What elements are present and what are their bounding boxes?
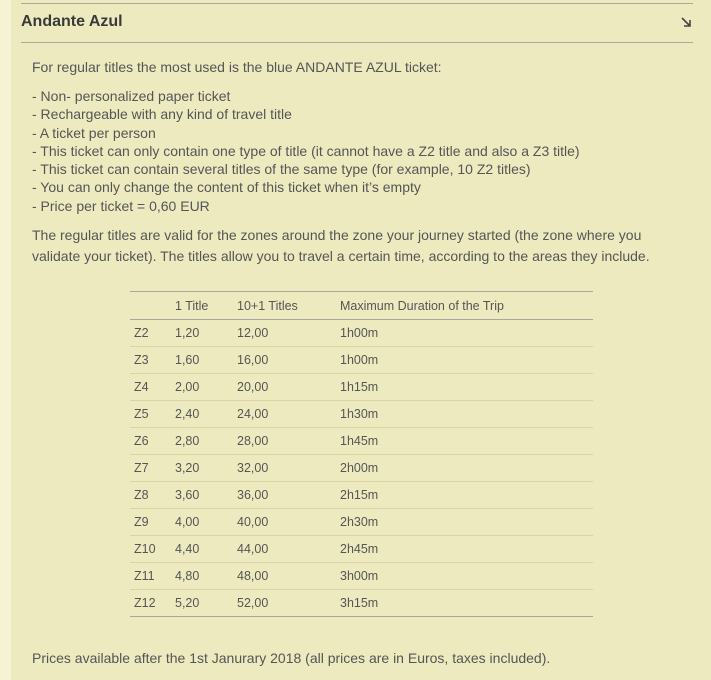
cell-price: 3,60 [171,482,233,509]
cell-price: 5,20 [171,590,233,617]
list-item: - You can only change the content of this ticket when it’s empty [32,179,421,196]
cell-price-pack: 20,00 [233,374,336,401]
cell-zone: Z12 [130,590,171,617]
cell-price-pack: 44,00 [233,536,336,563]
cell-duration: 3h00m [336,563,593,590]
cell-duration: 2h00m [336,455,593,482]
cell-price: 1,20 [171,320,233,347]
table-row [130,401,593,428]
table-row [130,428,593,455]
cell-zone: Z7 [130,455,171,482]
column-header-duration: Maximum Duration of the Trip [340,298,504,313]
cell-duration: 1h30m [336,401,593,428]
table-row [130,590,593,617]
arrow-down-right-icon[interactable] [679,15,693,29]
price-table [130,291,593,617]
cell-price: 2,00 [171,374,233,401]
cell-price-pack: 16,00 [233,347,336,374]
column-header-1-title: 1 Title [175,298,209,313]
cell-duration: 1h00m [336,347,593,374]
cell-price-pack: 48,00 [233,563,336,590]
table-row [130,536,593,563]
list-item: - A ticket per person [32,124,156,141]
list-item: - This ticket can contain several titles of the same type (for example, 10 Z2 titles) [32,161,531,178]
accordion-content [32,58,692,267]
validity-paragraph: The regular titles are valid for the zones around the zone your journey started (the zone where you validate your ticket). The titles allow you to travel a certain time, according to the areas they include. [32,227,650,265]
cell-duration: 2h15m [336,482,593,509]
cell-price-pack: 24,00 [233,401,336,428]
cell-zone: Z10 [130,536,171,563]
cell-zone: Z11 [130,563,171,590]
table-row [130,374,593,401]
list-item: - This ticket can only contain one type of title (it cannot have a Z2 title and also a Z3 title) [32,142,580,159]
cell-price-pack: 36,00 [233,482,336,509]
cell-price: 4,00 [171,509,233,536]
cell-price: 3,20 [171,455,233,482]
prices-footnote: Prices available after the 1st Janurary 2018 (all prices are in Euros, taxes included). [32,650,551,666]
cell-price-pack: 12,00 [233,320,336,347]
cell-duration: 3h15m [336,590,593,617]
cell-zone: Z8 [130,482,171,509]
cell-zone: Z3 [130,347,171,374]
list-item: - Rechargeable with any kind of travel title [32,106,292,123]
column-header-zone [130,292,171,320]
cell-zone: Z2 [130,320,171,347]
cell-duration: 1h45m [336,428,593,455]
accordion-title: Andante Azul [21,13,123,30]
cell-zone: Z5 [130,401,171,428]
cell-zone: Z6 [130,428,171,455]
accordion-header[interactable] [21,3,693,43]
list-item: - Non- personalized paper ticket [32,88,231,104]
table-row [130,347,593,374]
cell-price: 1,60 [171,347,233,374]
column-header-10-1-titles: 10+1 Titles [237,298,298,313]
cell-zone: Z9 [130,509,171,536]
table-header-row [130,292,593,320]
table-row [130,509,593,536]
cell-price: 2,40 [171,401,233,428]
list-item: - Price per ticket = 0,60 EUR [32,197,210,214]
intro-text: For regular titles the most used is the blue ANDANTE AZUL ticket: [32,59,442,75]
cell-price-pack: 28,00 [233,428,336,455]
table-row [130,320,593,347]
cell-price-pack: 32,00 [233,455,336,482]
cell-duration: 1h00m [336,320,593,347]
cell-price-pack: 40,00 [233,509,336,536]
cell-price: 4,80 [171,563,233,590]
table-row [130,482,593,509]
cell-duration: 2h45m [336,536,593,563]
table-row [130,563,593,590]
cell-duration: 1h15m [336,374,593,401]
ticket-features-list [32,87,692,215]
cell-price: 4,40 [171,536,233,563]
cell-zone: Z4 [130,374,171,401]
cell-price: 2,80 [171,428,233,455]
page-margin [0,0,11,680]
table-row [130,455,593,482]
cell-price-pack: 52,00 [233,590,336,617]
cell-duration: 2h30m [336,509,593,536]
